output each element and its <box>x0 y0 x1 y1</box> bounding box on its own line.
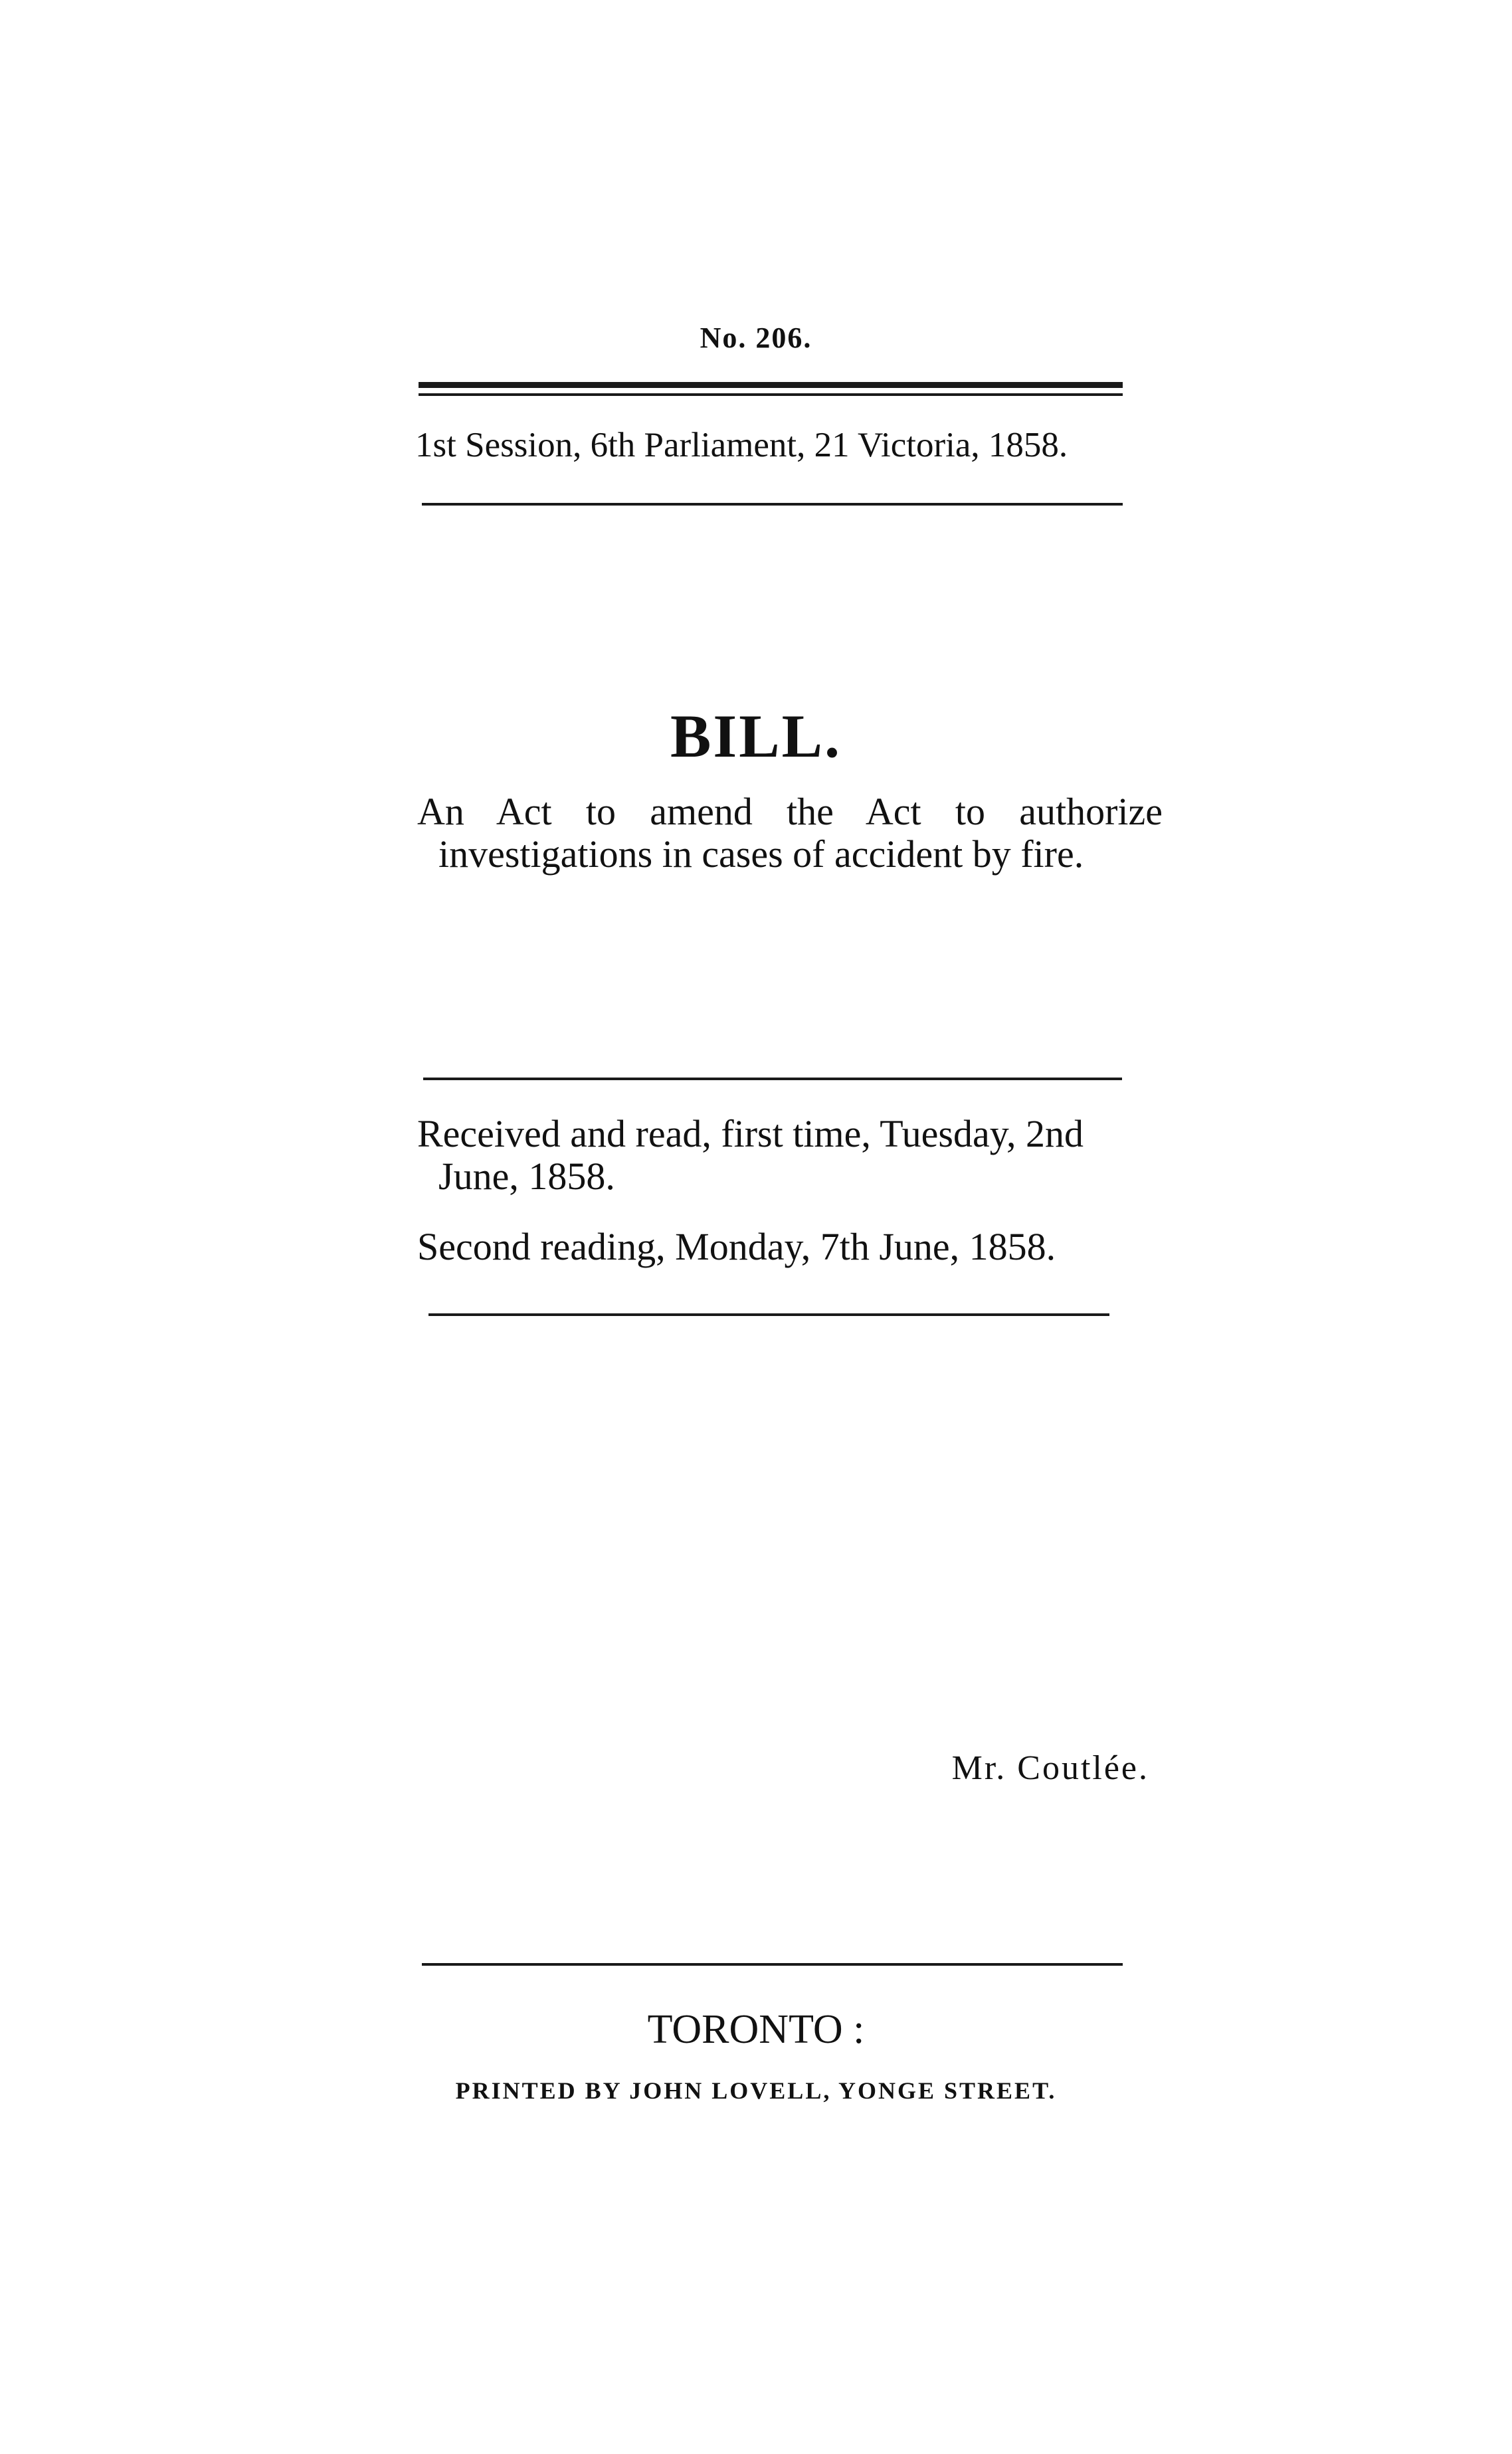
double-rule-divider <box>419 382 1123 401</box>
imprint-printer: PRINTED BY JOHN LOVELL, YONGE STREET. <box>455 2077 1057 2104</box>
bill-number: No. 206. <box>700 322 812 354</box>
rule-divider <box>423 1078 1122 1080</box>
sponsor-name: Mr. Coutlée. <box>951 1749 1149 1787</box>
rule-divider <box>422 1963 1123 1966</box>
first-reading-note: Received and read, first time, Tuesday, 2nd June, 1858. <box>417 1112 1084 1198</box>
imprint-place: TORONTO : <box>647 2007 865 2052</box>
rule-divider <box>428 1313 1109 1316</box>
second-reading-note: Second reading, Monday, 7th June, 1858. <box>417 1225 1056 1268</box>
bill-title: BILL. <box>670 702 842 770</box>
session-line: 1st Session, 6th Parliament, 21 Victoria, 1858. <box>415 426 1068 464</box>
rule-divider <box>422 503 1123 506</box>
bill-description: An Act to amend the Act to authorize investigations in cases of accident by fire. <box>417 790 1163 876</box>
